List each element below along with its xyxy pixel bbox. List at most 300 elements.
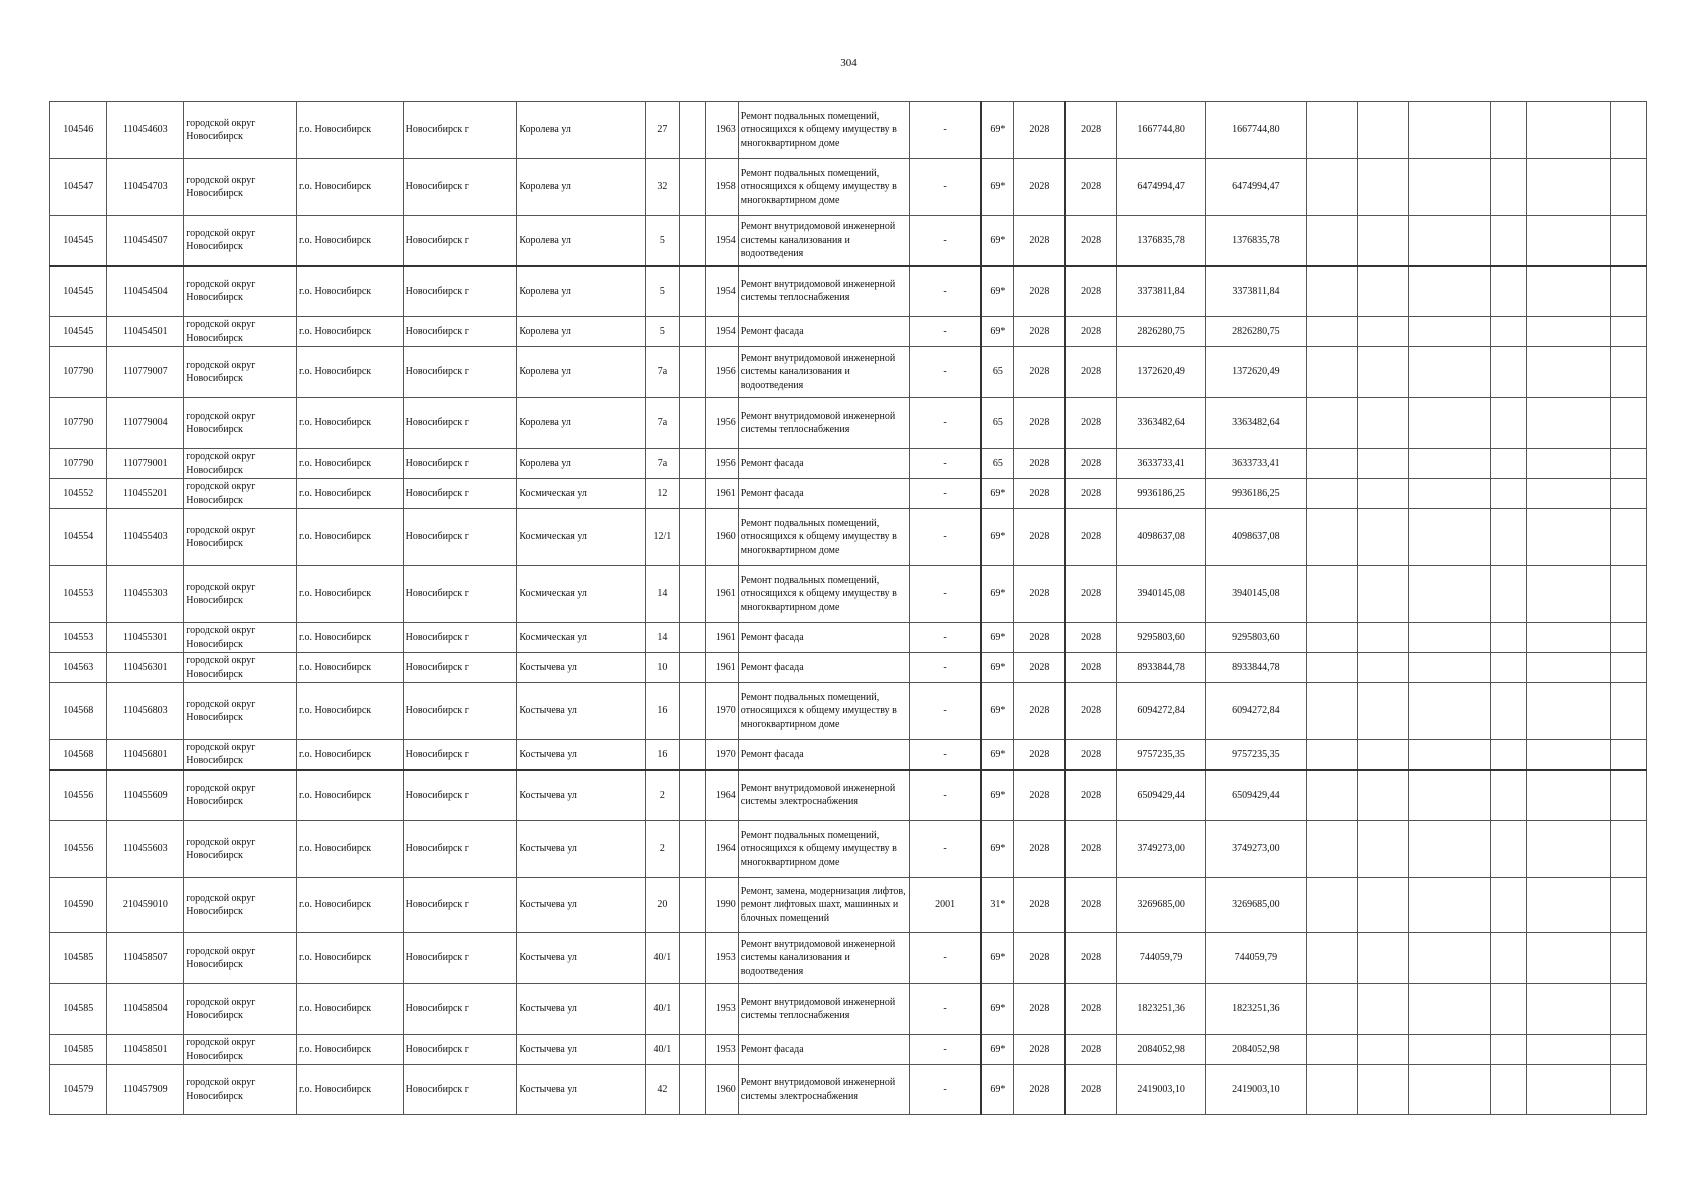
table-row — [50, 984, 1647, 1035]
house-number-cell: 14 — [645, 566, 680, 623]
work-type-cell: Ремонт фасада — [738, 317, 909, 347]
cost-fund-cell: 9757235,35 — [1206, 740, 1306, 770]
street-cell: Космическая ул — [517, 509, 645, 566]
empty-cell — [1526, 102, 1610, 159]
house-number-cell: 12 — [645, 479, 680, 509]
street-cell: Костычева ул — [517, 1065, 645, 1115]
empty-cell — [1526, 266, 1610, 317]
district-cell: г.о. Новосибирск — [297, 821, 404, 878]
work-type-cell: Ремонт подвальных помещений, относящихся к общему имуществу в многоквартирном доме — [738, 159, 909, 216]
street-cell: Костычева ул — [517, 683, 645, 740]
empty-cell — [1491, 398, 1527, 449]
empty-cell — [1526, 683, 1610, 740]
plan-start-year-cell: 2028 — [1014, 398, 1065, 449]
empty-cell — [1491, 509, 1527, 566]
cost-total-cell: 3269685,00 — [1116, 878, 1205, 933]
cost-fund-cell: 9295803,60 — [1206, 623, 1306, 653]
work-code-cell: 210459010 — [107, 878, 184, 933]
building-cell — [680, 216, 706, 266]
empty-cell — [1491, 984, 1527, 1035]
plan-end-year-cell: 2028 — [1065, 398, 1116, 449]
municipality-cell: городской округ Новосибирск — [184, 933, 297, 984]
build-year-cell: 1961 — [705, 623, 738, 653]
empty-cell — [1409, 933, 1491, 984]
empty-cell — [1611, 1065, 1647, 1115]
record-id-cell: 104585 — [50, 1035, 107, 1065]
plan-end-year-cell: 2028 — [1065, 449, 1116, 479]
empty-cell — [1611, 102, 1647, 159]
cost-fund-cell: 8933844,78 — [1206, 653, 1306, 683]
house-number-cell: 5 — [645, 266, 680, 317]
municipality-cell: городской округ Новосибирск — [184, 878, 297, 933]
empty-cell — [1491, 102, 1527, 159]
empty-cell — [1409, 509, 1491, 566]
record-id-cell: 104553 — [50, 623, 107, 653]
plan-end-year-cell: 2028 — [1065, 347, 1116, 398]
build-year-cell: 1970 — [705, 740, 738, 770]
empty-cell — [1306, 216, 1357, 266]
work-code-cell: 110456801 — [107, 740, 184, 770]
empty-cell — [1306, 1065, 1357, 1115]
cost-fund-cell: 3373811,84 — [1206, 266, 1306, 317]
table-row — [50, 479, 1647, 509]
work-code-cell: 110454703 — [107, 159, 184, 216]
empty-cell — [1526, 740, 1610, 770]
street-cell: Королева ул — [517, 317, 645, 347]
build-year-cell: 1960 — [705, 509, 738, 566]
cost-fund-cell: 1376835,78 — [1206, 216, 1306, 266]
municipality-cell: городской округ Новосибирск — [184, 1035, 297, 1065]
work-code-cell: 110455301 — [107, 623, 184, 653]
city-cell: Новосибирск г — [403, 1065, 517, 1115]
cost-fund-cell: 1372620,49 — [1206, 347, 1306, 398]
wear-percent-cell: 69* — [981, 216, 1014, 266]
build-year-cell: 1958 — [705, 159, 738, 216]
cost-total-cell: 6474994,47 — [1116, 159, 1205, 216]
empty-cell — [1409, 347, 1491, 398]
empty-cell — [1611, 509, 1647, 566]
empty-cell — [1611, 266, 1647, 317]
plan-end-year-cell: 2028 — [1065, 683, 1116, 740]
city-cell: Новосибирск г — [403, 933, 517, 984]
empty-cell — [1306, 317, 1357, 347]
work-code-cell: 110458501 — [107, 1035, 184, 1065]
build-year-cell: 1954 — [705, 266, 738, 317]
plan-end-year-cell: 2028 — [1065, 216, 1116, 266]
municipality-cell: городской округ Новосибирск — [184, 1065, 297, 1115]
wear-percent-cell: 65 — [981, 398, 1014, 449]
house-number-cell: 5 — [645, 216, 680, 266]
empty-cell — [1611, 479, 1647, 509]
record-id-cell: 107790 — [50, 449, 107, 479]
empty-cell — [1306, 347, 1357, 398]
cost-total-cell: 2419003,10 — [1116, 1065, 1205, 1115]
city-cell: Новосибирск г — [403, 398, 517, 449]
plan-end-year-cell: 2028 — [1065, 159, 1116, 216]
empty-cell — [1306, 102, 1357, 159]
building-cell — [680, 821, 706, 878]
overhaul-year-cell: - — [909, 1035, 981, 1065]
house-number-cell: 14 — [645, 623, 680, 653]
empty-cell — [1357, 653, 1408, 683]
work-code-cell: 110456301 — [107, 653, 184, 683]
empty-cell — [1526, 216, 1610, 266]
build-year-cell: 1954 — [705, 317, 738, 347]
plan-end-year-cell: 2028 — [1065, 933, 1116, 984]
overhaul-year-cell: - — [909, 683, 981, 740]
empty-cell — [1306, 623, 1357, 653]
empty-cell — [1409, 740, 1491, 770]
empty-cell — [1526, 878, 1610, 933]
empty-cell — [1611, 159, 1647, 216]
plan-start-year-cell: 2028 — [1014, 821, 1065, 878]
empty-cell — [1491, 821, 1527, 878]
street-cell: Королева ул — [517, 449, 645, 479]
work-type-cell: Ремонт внутридомовой инженерной системы электроснабжения — [738, 770, 909, 821]
district-cell: г.о. Новосибирск — [297, 933, 404, 984]
street-cell: Костычева ул — [517, 653, 645, 683]
house-number-cell: 5 — [645, 317, 680, 347]
wear-percent-cell: 69* — [981, 479, 1014, 509]
municipality-cell: городской округ Новосибирск — [184, 623, 297, 653]
plan-start-year-cell: 2028 — [1014, 740, 1065, 770]
record-id-cell: 107790 — [50, 398, 107, 449]
empty-cell — [1611, 740, 1647, 770]
house-number-cell: 12/1 — [645, 509, 680, 566]
city-cell: Новосибирск г — [403, 683, 517, 740]
wear-percent-cell: 69* — [981, 102, 1014, 159]
empty-cell — [1409, 159, 1491, 216]
cost-total-cell: 3940145,08 — [1116, 566, 1205, 623]
empty-cell — [1611, 770, 1647, 821]
record-id-cell: 104545 — [50, 216, 107, 266]
overhaul-year-cell: - — [909, 653, 981, 683]
cost-fund-cell: 4098637,08 — [1206, 509, 1306, 566]
house-number-cell: 10 — [645, 653, 680, 683]
empty-cell — [1409, 102, 1491, 159]
record-id-cell: 104553 — [50, 566, 107, 623]
cost-fund-cell: 6094272,84 — [1206, 683, 1306, 740]
district-cell: г.о. Новосибирск — [297, 653, 404, 683]
record-id-cell: 104568 — [50, 683, 107, 740]
building-cell — [680, 878, 706, 933]
build-year-cell: 1961 — [705, 566, 738, 623]
plan-start-year-cell: 2028 — [1014, 102, 1065, 159]
empty-cell — [1491, 623, 1527, 653]
empty-cell — [1526, 347, 1610, 398]
build-year-cell: 1956 — [705, 398, 738, 449]
table-row — [50, 653, 1647, 683]
overhaul-year-cell: - — [909, 984, 981, 1035]
plan-end-year-cell: 2028 — [1065, 102, 1116, 159]
building-cell — [680, 770, 706, 821]
district-cell: г.о. Новосибирск — [297, 566, 404, 623]
wear-percent-cell: 69* — [981, 653, 1014, 683]
record-id-cell: 104546 — [50, 102, 107, 159]
work-type-cell: Ремонт подвальных помещений, относящихся к общему имуществу в многоквартирном доме — [738, 821, 909, 878]
district-cell: г.о. Новосибирск — [297, 102, 404, 159]
work-type-cell: Ремонт подвальных помещений, относящихся к общему имуществу в многоквартирном доме — [738, 683, 909, 740]
plan-end-year-cell: 2028 — [1065, 878, 1116, 933]
wear-percent-cell: 69* — [981, 933, 1014, 984]
building-cell — [680, 317, 706, 347]
work-type-cell: Ремонт внутридомовой инженерной системы канализования и водоотведения — [738, 347, 909, 398]
table-row — [50, 683, 1647, 740]
city-cell: Новосибирск г — [403, 347, 517, 398]
build-year-cell: 1964 — [705, 821, 738, 878]
empty-cell — [1357, 566, 1408, 623]
empty-cell — [1357, 770, 1408, 821]
build-year-cell: 1956 — [705, 449, 738, 479]
work-code-cell: 110456803 — [107, 683, 184, 740]
city-cell: Новосибирск г — [403, 878, 517, 933]
empty-cell — [1409, 216, 1491, 266]
overhaul-year-cell: - — [909, 479, 981, 509]
building-cell — [680, 933, 706, 984]
plan-start-year-cell: 2028 — [1014, 509, 1065, 566]
empty-cell — [1491, 740, 1527, 770]
overhaul-year-cell: - — [909, 623, 981, 653]
district-cell: г.о. Новосибирск — [297, 1035, 404, 1065]
house-number-cell: 7а — [645, 449, 680, 479]
building-cell — [680, 449, 706, 479]
plan-start-year-cell: 2028 — [1014, 266, 1065, 317]
city-cell: Новосибирск г — [403, 266, 517, 317]
wear-percent-cell: 69* — [981, 509, 1014, 566]
city-cell: Новосибирск г — [403, 102, 517, 159]
street-cell: Королева ул — [517, 159, 645, 216]
district-cell: г.о. Новосибирск — [297, 398, 404, 449]
work-type-cell: Ремонт, замена, модернизация лифтов, ремонт лифтовых шахт, машинных и блочных помещений — [738, 878, 909, 933]
street-cell: Космическая ул — [517, 623, 645, 653]
house-number-cell: 20 — [645, 878, 680, 933]
empty-cell — [1611, 347, 1647, 398]
city-cell: Новосибирск г — [403, 821, 517, 878]
overhaul-year-cell: 2001 — [909, 878, 981, 933]
street-cell: Костычева ул — [517, 878, 645, 933]
work-type-cell: Ремонт фасада — [738, 449, 909, 479]
district-cell: г.о. Новосибирск — [297, 623, 404, 653]
street-cell: Королева ул — [517, 102, 645, 159]
overhaul-year-cell: - — [909, 216, 981, 266]
cost-fund-cell: 744059,79 — [1206, 933, 1306, 984]
empty-cell — [1611, 1035, 1647, 1065]
table-row — [50, 266, 1647, 317]
city-cell: Новосибирск г — [403, 317, 517, 347]
overhaul-year-cell: - — [909, 509, 981, 566]
empty-cell — [1611, 566, 1647, 623]
record-id-cell: 104556 — [50, 770, 107, 821]
build-year-cell: 1961 — [705, 653, 738, 683]
plan-end-year-cell: 2028 — [1065, 566, 1116, 623]
overhaul-year-cell: - — [909, 933, 981, 984]
empty-cell — [1491, 683, 1527, 740]
build-year-cell: 1960 — [705, 1065, 738, 1115]
empty-cell — [1357, 1065, 1408, 1115]
district-cell: г.о. Новосибирск — [297, 1065, 404, 1115]
empty-cell — [1491, 566, 1527, 623]
cost-fund-cell: 6509429,44 — [1206, 770, 1306, 821]
empty-cell — [1611, 216, 1647, 266]
empty-cell — [1409, 398, 1491, 449]
empty-cell — [1357, 216, 1408, 266]
empty-cell — [1357, 159, 1408, 216]
work-type-cell: Ремонт подвальных помещений, относящихся к общему имуществу в многоквартирном доме — [738, 509, 909, 566]
work-type-cell: Ремонт фасада — [738, 479, 909, 509]
house-number-cell: 7а — [645, 398, 680, 449]
overhaul-year-cell: - — [909, 821, 981, 878]
district-cell: г.о. Новосибирск — [297, 347, 404, 398]
work-code-cell: 110458507 — [107, 933, 184, 984]
record-id-cell: 104579 — [50, 1065, 107, 1115]
empty-cell — [1357, 1035, 1408, 1065]
city-cell: Новосибирск г — [403, 449, 517, 479]
empty-cell — [1526, 984, 1610, 1035]
work-code-cell: 110779007 — [107, 347, 184, 398]
work-type-cell: Ремонт подвальных помещений, относящихся к общему имуществу в многоквартирном доме — [738, 102, 909, 159]
empty-cell — [1357, 821, 1408, 878]
build-year-cell: 1990 — [705, 878, 738, 933]
cost-total-cell: 4098637,08 — [1116, 509, 1205, 566]
street-cell: Костычева ул — [517, 933, 645, 984]
plan-end-year-cell: 2028 — [1065, 1035, 1116, 1065]
empty-cell — [1357, 878, 1408, 933]
building-cell — [680, 984, 706, 1035]
plan-end-year-cell: 2028 — [1065, 740, 1116, 770]
house-number-cell: 16 — [645, 683, 680, 740]
overhaul-year-cell: - — [909, 566, 981, 623]
empty-cell — [1491, 653, 1527, 683]
empty-cell — [1491, 878, 1527, 933]
cost-fund-cell: 3749273,00 — [1206, 821, 1306, 878]
empty-cell — [1526, 1065, 1610, 1115]
empty-cell — [1409, 479, 1491, 509]
cost-total-cell: 3363482,64 — [1116, 398, 1205, 449]
district-cell: г.о. Новосибирск — [297, 317, 404, 347]
empty-cell — [1306, 398, 1357, 449]
work-code-cell: 110454507 — [107, 216, 184, 266]
empty-cell — [1611, 398, 1647, 449]
building-cell — [680, 102, 706, 159]
building-cell — [680, 398, 706, 449]
empty-cell — [1409, 653, 1491, 683]
work-type-cell: Ремонт фасада — [738, 623, 909, 653]
plan-start-year-cell: 2028 — [1014, 317, 1065, 347]
plan-end-year-cell: 2028 — [1065, 984, 1116, 1035]
district-cell: г.о. Новосибирск — [297, 479, 404, 509]
work-code-cell: 110458504 — [107, 984, 184, 1035]
build-year-cell: 1970 — [705, 683, 738, 740]
wear-percent-cell: 69* — [981, 770, 1014, 821]
empty-cell — [1409, 1065, 1491, 1115]
wear-percent-cell: 69* — [981, 1065, 1014, 1115]
table-row — [50, 216, 1647, 266]
table-row — [50, 566, 1647, 623]
house-number-cell: 40/1 — [645, 933, 680, 984]
city-cell: Новосибирск г — [403, 566, 517, 623]
empty-cell — [1491, 347, 1527, 398]
municipality-cell: городской округ Новосибирск — [184, 770, 297, 821]
plan-start-year-cell: 2028 — [1014, 878, 1065, 933]
wear-percent-cell: 65 — [981, 449, 1014, 479]
table-row — [50, 449, 1647, 479]
overhaul-year-cell: - — [909, 398, 981, 449]
empty-cell — [1409, 566, 1491, 623]
empty-cell — [1526, 566, 1610, 623]
street-cell: Костычева ул — [517, 984, 645, 1035]
record-id-cell: 104554 — [50, 509, 107, 566]
empty-cell — [1409, 317, 1491, 347]
work-type-cell: Ремонт внутридомовой инженерной системы канализования и водоотведения — [738, 933, 909, 984]
plan-start-year-cell: 2028 — [1014, 933, 1065, 984]
build-year-cell: 1954 — [705, 216, 738, 266]
empty-cell — [1611, 821, 1647, 878]
plan-start-year-cell: 2028 — [1014, 1035, 1065, 1065]
work-code-cell: 110454603 — [107, 102, 184, 159]
build-year-cell: 1963 — [705, 102, 738, 159]
empty-cell — [1306, 1035, 1357, 1065]
work-code-cell: 110779001 — [107, 449, 184, 479]
overhaul-year-cell: - — [909, 740, 981, 770]
empty-cell — [1491, 266, 1527, 317]
cost-total-cell: 1667744,80 — [1116, 102, 1205, 159]
cost-total-cell: 3633733,41 — [1116, 449, 1205, 479]
plan-start-year-cell: 2028 — [1014, 683, 1065, 740]
empty-cell — [1491, 770, 1527, 821]
wear-percent-cell: 69* — [981, 266, 1014, 317]
work-type-cell: Ремонт внутридомовой инженерной системы теплоснабжения — [738, 984, 909, 1035]
work-code-cell: 110454501 — [107, 317, 184, 347]
plan-end-year-cell: 2028 — [1065, 623, 1116, 653]
empty-cell — [1491, 449, 1527, 479]
wear-percent-cell: 69* — [981, 623, 1014, 653]
street-cell: Космическая ул — [517, 479, 645, 509]
work-type-cell: Ремонт фасада — [738, 740, 909, 770]
overhaul-year-cell: - — [909, 770, 981, 821]
district-cell: г.о. Новосибирск — [297, 159, 404, 216]
empty-cell — [1357, 984, 1408, 1035]
empty-cell — [1611, 984, 1647, 1035]
record-id-cell: 104547 — [50, 159, 107, 216]
building-cell — [680, 740, 706, 770]
empty-cell — [1409, 821, 1491, 878]
building-cell — [680, 683, 706, 740]
empty-cell — [1526, 479, 1610, 509]
empty-cell — [1306, 509, 1357, 566]
building-cell — [680, 623, 706, 653]
cost-total-cell: 744059,79 — [1116, 933, 1205, 984]
empty-cell — [1306, 266, 1357, 317]
district-cell: г.о. Новосибирск — [297, 266, 404, 317]
work-type-cell: Ремонт внутридомовой инженерной системы теплоснабжения — [738, 398, 909, 449]
plan-end-year-cell: 2028 — [1065, 479, 1116, 509]
cost-fund-cell: 6474994,47 — [1206, 159, 1306, 216]
overhaul-year-cell: - — [909, 449, 981, 479]
empty-cell — [1409, 623, 1491, 653]
house-number-cell: 2 — [645, 770, 680, 821]
district-cell: г.о. Новосибирск — [297, 216, 404, 266]
plan-end-year-cell: 2028 — [1065, 509, 1116, 566]
municipality-cell: городской округ Новосибирск — [184, 159, 297, 216]
empty-cell — [1526, 398, 1610, 449]
cost-total-cell: 6094272,84 — [1116, 683, 1205, 740]
wear-percent-cell: 69* — [981, 159, 1014, 216]
empty-cell — [1526, 1035, 1610, 1065]
empty-cell — [1491, 479, 1527, 509]
city-cell: Новосибирск г — [403, 1035, 517, 1065]
plan-end-year-cell: 2028 — [1065, 653, 1116, 683]
cost-total-cell: 3373811,84 — [1116, 266, 1205, 317]
